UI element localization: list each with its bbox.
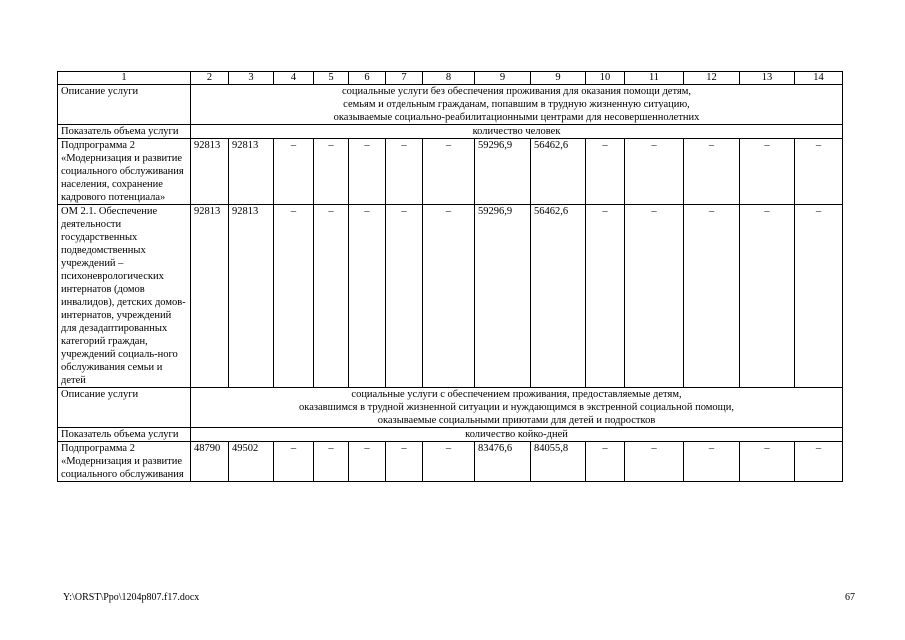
table-cell: 49502 bbox=[229, 442, 274, 482]
row-label: Описание услуги bbox=[58, 388, 191, 428]
table-cell: – bbox=[314, 442, 349, 482]
table-row bbox=[58, 205, 843, 388]
column-number: 4 bbox=[274, 72, 314, 85]
table-cell: – bbox=[423, 139, 475, 205]
row-label: Описание услуги bbox=[58, 85, 191, 125]
row-label: ОМ 2.1. Обеспечение деятельности государственных подведомственных учреждений – психоневрологических интернатов (домов инвалидов), детских домов-интернатов, учреждений для дезадаптированных категорий граждан, учреждений социаль-ного обслуживания семьи и детей bbox=[58, 205, 191, 388]
row-label: Показатель объема услуги bbox=[58, 125, 191, 139]
row-label: Подпрограмма 2 «Модернизация и развитие социального обслуживания bbox=[58, 442, 191, 482]
row-label: Подпрограмма 2 «Модернизация и развитие социального обслуживания населения, сохранение кадрового потенциала» bbox=[58, 139, 191, 205]
table-cell: – bbox=[740, 205, 795, 388]
table-cell: – bbox=[740, 139, 795, 205]
row-label: Показатель объема услуги bbox=[58, 428, 191, 442]
table-cell: – bbox=[386, 205, 423, 388]
table-cell: – bbox=[274, 442, 314, 482]
column-number: 11 bbox=[625, 72, 684, 85]
table-cell: – bbox=[795, 442, 843, 482]
table-cell: – bbox=[684, 442, 740, 482]
table-cell: – bbox=[625, 442, 684, 482]
column-number: 7 bbox=[386, 72, 423, 85]
table-cell: – bbox=[740, 442, 795, 482]
table-cell: – bbox=[349, 139, 386, 205]
table-cell: 56462,6 bbox=[531, 139, 586, 205]
column-number: 6 bbox=[349, 72, 386, 85]
column-number: 9 bbox=[531, 72, 586, 85]
table-cell: 48790 bbox=[191, 442, 229, 482]
table-cell: – bbox=[684, 139, 740, 205]
table-cell: – bbox=[386, 442, 423, 482]
service-description bbox=[191, 85, 843, 125]
table-cell: 92813 bbox=[229, 205, 274, 388]
table-cell: – bbox=[586, 442, 625, 482]
table-cell: 83476,6 bbox=[475, 442, 531, 482]
table-cell: 92813 bbox=[229, 139, 274, 205]
volume-indicator: количество человек bbox=[191, 125, 843, 139]
table-cell: – bbox=[586, 139, 625, 205]
document-page bbox=[57, 71, 843, 482]
description-line: оказываемые социально-реабилитационными центрами для несовершеннолетних bbox=[333, 112, 700, 123]
table-cell: – bbox=[795, 139, 843, 205]
page-number: 67 bbox=[845, 592, 855, 603]
table-cell: – bbox=[423, 442, 475, 482]
table-row bbox=[58, 139, 843, 205]
file-path: Y:\ORST\Ppo\1204p807.f17.docx bbox=[63, 592, 200, 603]
table-cell: – bbox=[586, 205, 625, 388]
column-number: 1 bbox=[58, 72, 191, 85]
table-cell: 56462,6 bbox=[531, 205, 586, 388]
description-line: семьям и отдельным гражданам, попавшим в трудную жизненную ситуацию, bbox=[343, 99, 690, 110]
column-number: 10 bbox=[586, 72, 625, 85]
table-cell: 84055,8 bbox=[531, 442, 586, 482]
column-number: 5 bbox=[314, 72, 349, 85]
table-cell: – bbox=[625, 139, 684, 205]
services-table bbox=[57, 71, 843, 482]
volume-indicator-row bbox=[58, 428, 843, 442]
description-line: социальные услуги с обеспечением проживания, предоставляемые детям, bbox=[351, 389, 682, 400]
volume-indicator-row bbox=[58, 125, 843, 139]
table-cell: – bbox=[386, 139, 423, 205]
column-number: 14 bbox=[795, 72, 843, 85]
description-line: социальные услуги без обеспечения проживания для оказания помощи детям, bbox=[341, 86, 692, 97]
service-description-row bbox=[58, 85, 843, 125]
service-description-row bbox=[58, 388, 843, 428]
table-cell: – bbox=[349, 205, 386, 388]
table-cell: 92813 bbox=[191, 205, 229, 388]
table-cell: – bbox=[625, 205, 684, 388]
volume-indicator: количество койко-дней bbox=[191, 428, 843, 442]
table-cell: – bbox=[423, 205, 475, 388]
column-number: 13 bbox=[740, 72, 795, 85]
table-cell: 59296,9 bbox=[475, 205, 531, 388]
description-line: оказываемые социальными приютами для детей и подростков bbox=[377, 415, 656, 426]
table-cell: 59296,9 bbox=[475, 139, 531, 205]
column-number: 3 bbox=[229, 72, 274, 85]
table-row bbox=[58, 442, 843, 482]
table-cell: – bbox=[274, 139, 314, 205]
table-cell: – bbox=[349, 442, 386, 482]
table-cell: – bbox=[314, 205, 349, 388]
column-number: 2 bbox=[191, 72, 229, 85]
table-cell: – bbox=[684, 205, 740, 388]
column-number: 9 bbox=[475, 72, 531, 85]
column-number: 8 bbox=[423, 72, 475, 85]
table-cell: – bbox=[314, 139, 349, 205]
column-number: 12 bbox=[684, 72, 740, 85]
column-number-row bbox=[58, 72, 843, 85]
service-description bbox=[191, 388, 843, 428]
table-cell: – bbox=[274, 205, 314, 388]
table-cell: – bbox=[795, 205, 843, 388]
table-cell: 92813 bbox=[191, 139, 229, 205]
description-line: оказавшимся в трудной жизненной ситуации и нуждающимся в экстренной социальной помощи, bbox=[299, 402, 734, 413]
